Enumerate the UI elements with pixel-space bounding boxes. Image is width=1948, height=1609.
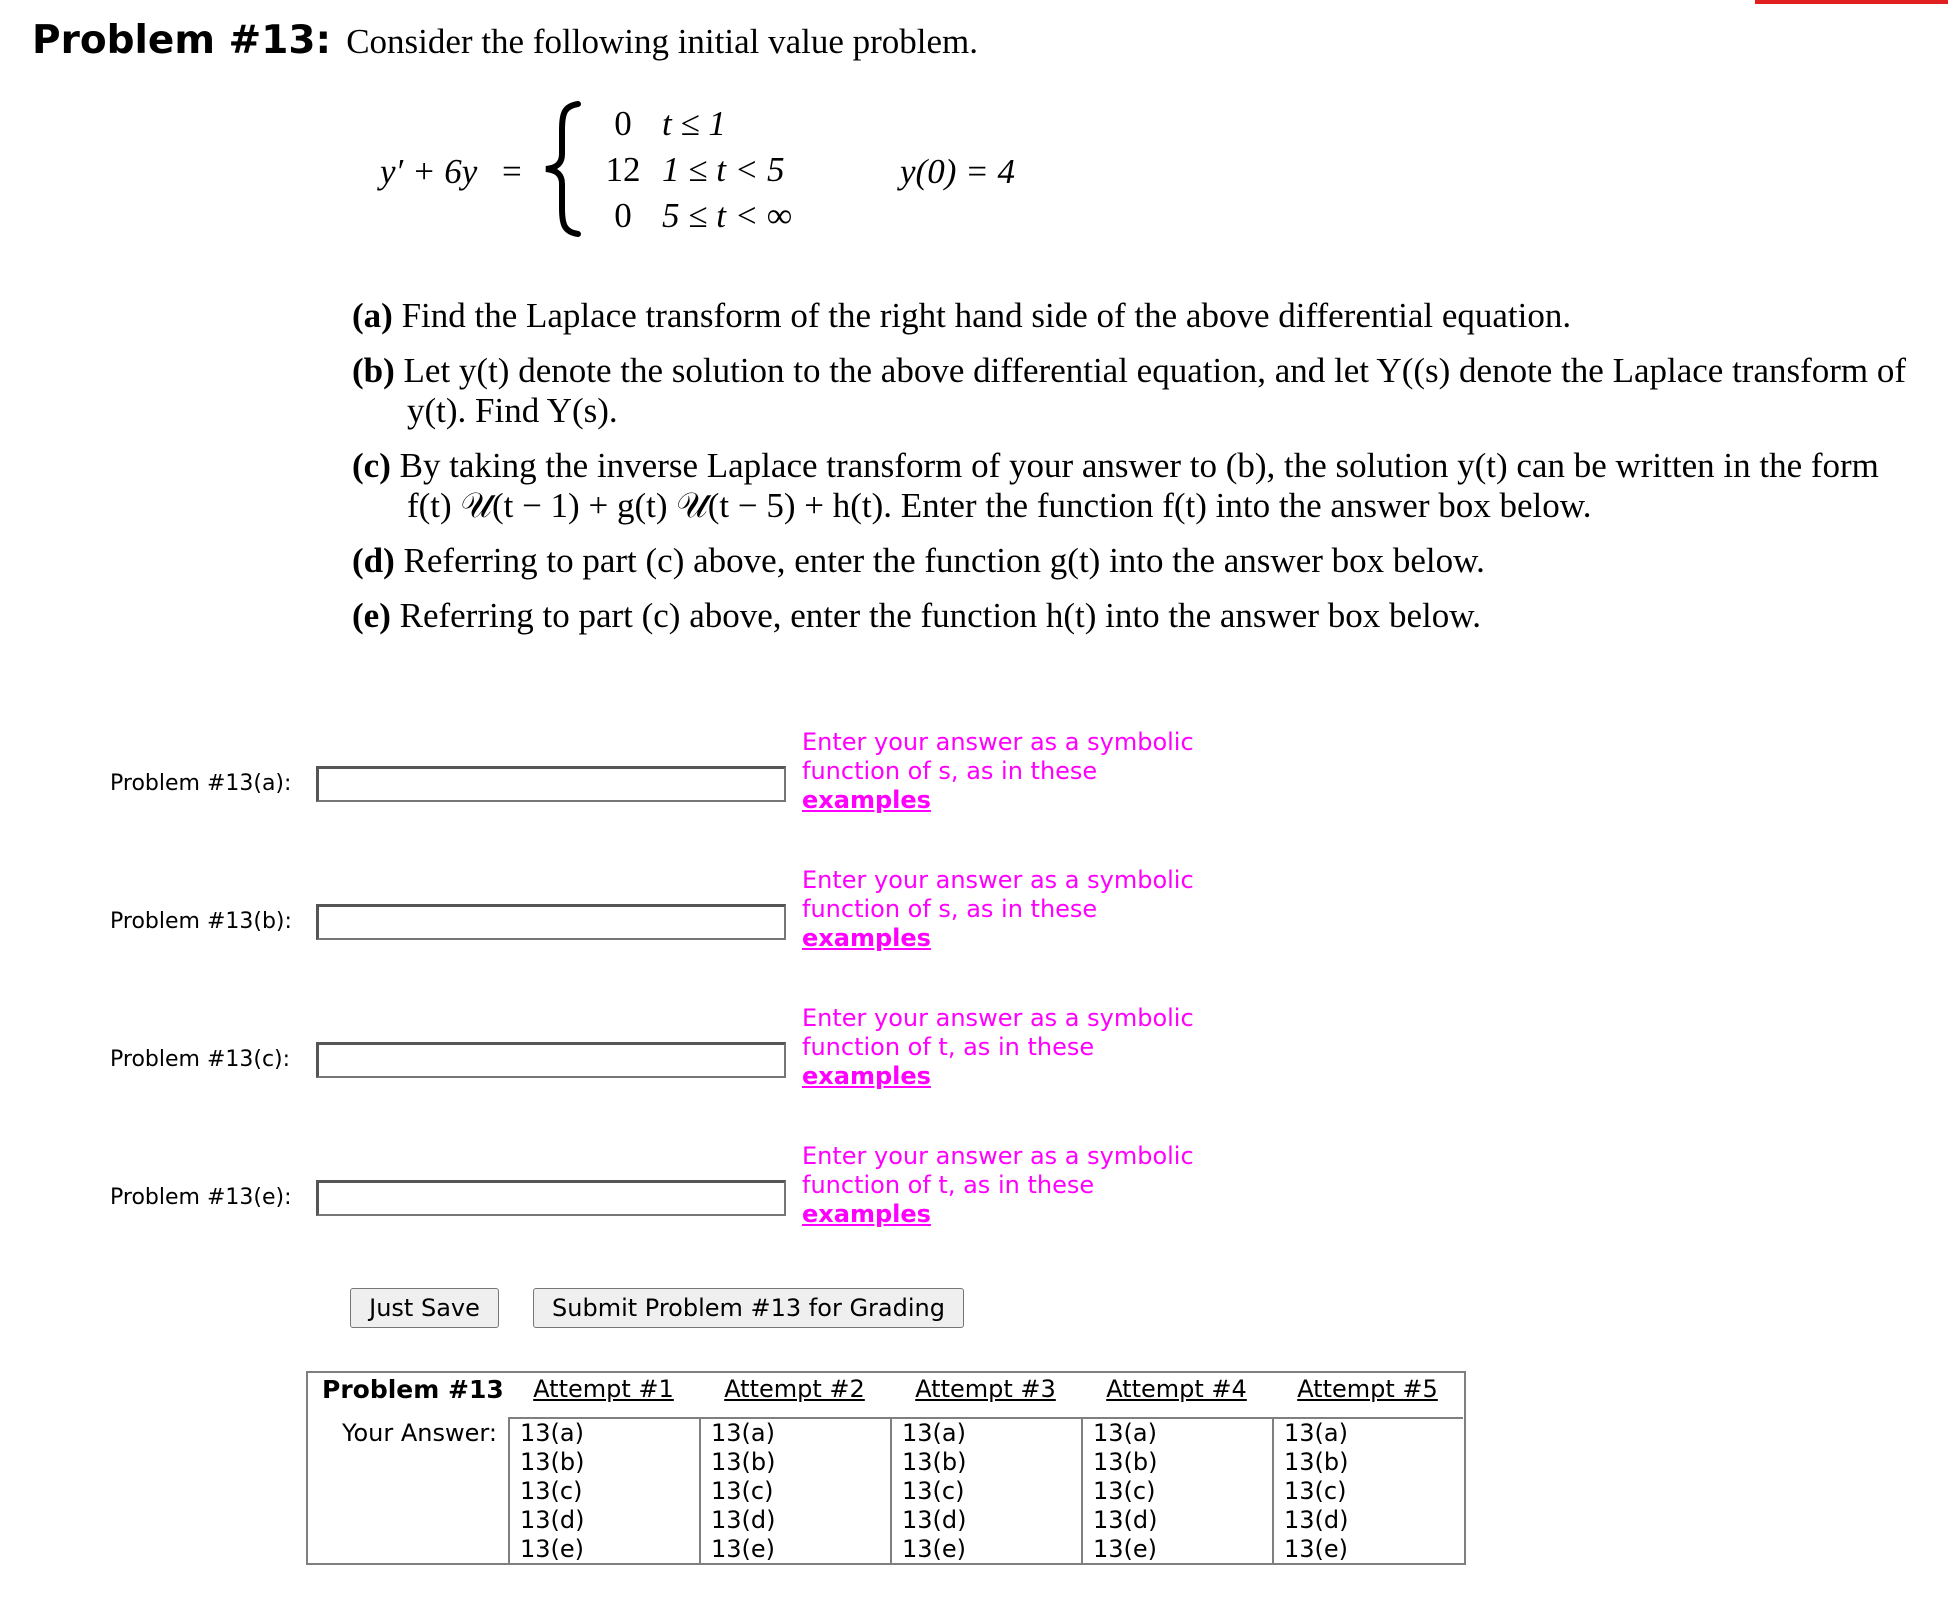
answer-label: Problem #13(c): xyxy=(110,1047,291,1072)
attempt-items xyxy=(520,1419,585,1564)
attempt-item: 13(b) xyxy=(1093,1448,1158,1476)
top-accent-bar xyxy=(1755,0,1948,4)
attempt-item: 13(d) xyxy=(902,1506,967,1534)
answer-input-13b[interactable] xyxy=(316,904,786,940)
answer-row-c xyxy=(0,1002,1300,1102)
your-answer-label: Your Answer: xyxy=(342,1419,497,1447)
attempt-item: 13(c) xyxy=(1284,1477,1347,1505)
initial-condition: y(0) = 4 xyxy=(900,152,1015,191)
attempt-column xyxy=(1272,1373,1463,1563)
answer-row-a xyxy=(0,726,1300,826)
part-e xyxy=(352,596,1922,636)
attempt-item: 13(e) xyxy=(902,1535,967,1563)
case-condition: 5 ≤ t < ∞ xyxy=(662,196,793,235)
attempt-item: 13(c) xyxy=(902,1477,965,1505)
case-value: 0 xyxy=(614,104,632,143)
attempt-item: 13(a) xyxy=(1284,1419,1348,1447)
attempt-column xyxy=(508,1373,699,1563)
attempt-item: 13(c) xyxy=(520,1477,583,1505)
attempt-item: 13(a) xyxy=(520,1419,584,1447)
attempt-item: 13(d) xyxy=(1093,1506,1158,1534)
part-text: Find the Laplace transform of the right hand side of the above differential equation. xyxy=(401,296,1572,335)
part-text: Let y(t) denote the solution to the above differential equation, and let Y((s) denote the Laplace transform of y(t). Find Y(s). xyxy=(403,351,1907,430)
attempt-item: 13(a) xyxy=(1093,1419,1157,1447)
part-label: (a) xyxy=(352,296,393,335)
equation xyxy=(380,100,1280,245)
case-condition: t ≤ 1 xyxy=(662,104,726,143)
case-condition: 1 ≤ t < 5 xyxy=(662,150,785,189)
answer-input-13e[interactable] xyxy=(316,1180,786,1216)
answer-label: Problem #13(b): xyxy=(110,909,292,934)
answer-input-13c[interactable] xyxy=(316,1042,786,1078)
part-text: By taking the inverse Laplace transform of your answer to (b), the solution y(t) can be written in the form f(t) 𝒰(t − 1) + g(t) 𝒰(t − 5) + h(t). Enter the function f(t) into the answer box below. xyxy=(399,446,1879,525)
problem-parts xyxy=(352,296,1922,651)
answer-label: Problem #13(a): xyxy=(110,771,292,796)
attempt-item: 13(c) xyxy=(711,1477,774,1505)
attempt-item: 13(b) xyxy=(520,1448,585,1476)
part-b xyxy=(352,351,1922,431)
equation-lhs: y′ + 6y xyxy=(380,152,478,191)
problem-number: Problem #13: xyxy=(32,18,332,63)
part-text: Referring to part (c) above, enter the function h(t) into the answer box below. xyxy=(399,596,1481,635)
part-label: (e) xyxy=(352,596,391,635)
problem-header xyxy=(32,18,978,63)
hint-line: function of t, as in these xyxy=(802,1033,1095,1061)
hint-line: Enter your answer as a symbolic xyxy=(802,866,1194,894)
attempt-header-link[interactable]: Attempt #4 xyxy=(1106,1375,1247,1403)
attempt-column xyxy=(1081,1373,1272,1563)
attempt-item: 13(b) xyxy=(902,1448,967,1476)
attempt-item: 13(d) xyxy=(1284,1506,1349,1534)
attempt-item: 13(b) xyxy=(711,1448,776,1476)
equation-equals: = xyxy=(502,152,522,191)
answer-hint xyxy=(802,1142,1194,1229)
case-value: 12 xyxy=(605,150,641,189)
attempt-items xyxy=(1284,1419,1349,1564)
attempt-column xyxy=(890,1373,1081,1563)
left-brace-icon xyxy=(540,100,586,238)
part-label: (b) xyxy=(352,351,395,390)
part-label: (c) xyxy=(352,446,391,485)
attempt-item: 13(d) xyxy=(711,1506,776,1534)
attempt-items xyxy=(711,1419,776,1564)
attempt-item: 13(e) xyxy=(520,1535,585,1563)
attempt-item: 13(e) xyxy=(1093,1535,1158,1563)
examples-link[interactable]: examples xyxy=(802,1062,931,1090)
examples-link[interactable]: examples xyxy=(802,786,931,814)
case-value: 0 xyxy=(614,196,632,235)
part-c xyxy=(352,446,1922,526)
part-d xyxy=(352,541,1922,581)
hint-line: Enter your answer as a symbolic xyxy=(802,728,1194,756)
attempts-table xyxy=(306,1371,1466,1565)
hint-line: Enter your answer as a symbolic xyxy=(802,1142,1194,1170)
answer-input-13a[interactable] xyxy=(316,766,786,802)
attempt-item: 13(a) xyxy=(711,1419,775,1447)
problem-intro: Consider the following initial value problem. xyxy=(346,22,979,61)
attempt-item: 13(d) xyxy=(520,1506,585,1534)
answer-row-e xyxy=(0,1140,1300,1240)
hint-line: function of s, as in these xyxy=(802,757,1098,785)
examples-link[interactable]: examples xyxy=(802,924,931,952)
answer-row-b xyxy=(0,864,1300,964)
attempt-items xyxy=(902,1419,967,1564)
attempt-items xyxy=(1093,1419,1158,1564)
attempt-column xyxy=(699,1373,890,1563)
just-save-button[interactable]: Just Save xyxy=(350,1288,499,1328)
part-a xyxy=(352,296,1922,336)
answer-hint xyxy=(802,866,1194,953)
attempts-problem-header: Problem #13 xyxy=(322,1375,504,1404)
attempt-item: 13(a) xyxy=(902,1419,966,1447)
part-label: (d) xyxy=(352,541,395,580)
attempt-item: 13(e) xyxy=(1284,1535,1349,1563)
attempt-header-link[interactable]: Attempt #2 xyxy=(724,1375,865,1403)
answer-label: Problem #13(e): xyxy=(110,1185,292,1210)
hint-line: function of s, as in these xyxy=(802,895,1098,923)
attempt-item: 13(c) xyxy=(1093,1477,1156,1505)
submit-for-grading-button[interactable]: Submit Problem #13 for Grading xyxy=(533,1288,964,1328)
hint-line: Enter your answer as a symbolic xyxy=(802,1004,1194,1032)
attempt-header-link[interactable]: Attempt #3 xyxy=(915,1375,1056,1403)
attempt-item: 13(e) xyxy=(711,1535,776,1563)
attempt-item: 13(b) xyxy=(1284,1448,1349,1476)
examples-link[interactable]: examples xyxy=(802,1200,931,1228)
answer-hint xyxy=(802,1004,1194,1091)
part-text: Referring to part (c) above, enter the function g(t) into the answer box below. xyxy=(403,541,1485,580)
attempt-header-link[interactable]: Attempt #1 xyxy=(533,1375,674,1403)
answer-hint xyxy=(802,728,1194,815)
hint-line: function of t, as in these xyxy=(802,1171,1095,1199)
attempt-header-link[interactable]: Attempt #5 xyxy=(1297,1375,1438,1403)
